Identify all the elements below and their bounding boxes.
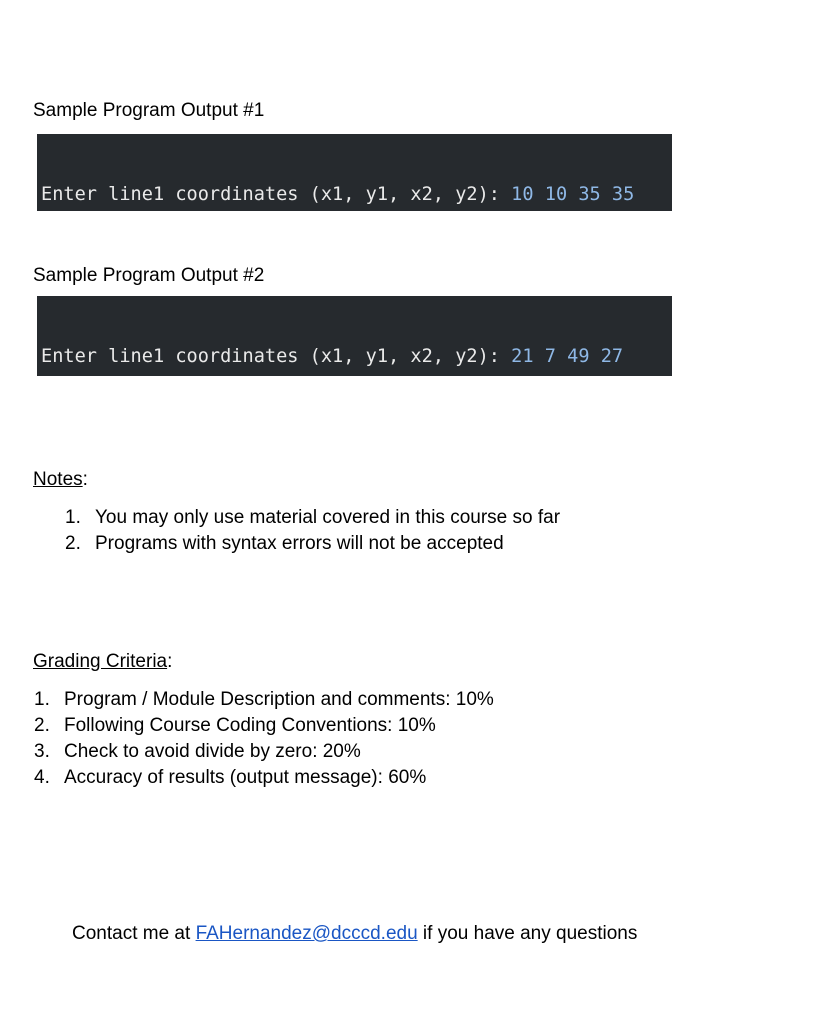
list-item: 2. Following Course Coding Conventions: 10% — [34, 715, 436, 736]
email-link[interactable]: FAHernandez@dcccd.edu — [195, 923, 418, 944]
contact-line: Contact me at FAHernandez@dcccd.edu if you have any questions — [72, 923, 638, 944]
list-item: 1. You may only use material covered in this course so far — [65, 507, 561, 528]
notes-title: Notes: — [33, 469, 88, 490]
sample-1-heading: Sample Program Output #1 — [33, 100, 265, 121]
sample-2-heading: Sample Program Output #2 — [33, 265, 265, 286]
list-item: 3. Check to avoid divide by zero: 20% — [34, 741, 361, 762]
terminal-line: Enter line1 coordinates (x1, y1, x2, y2): 21 7 49 27 — [41, 346, 624, 367]
list-item: 1. Program / Module Description and comments: 10% — [34, 689, 494, 710]
list-item: 2. Programs with syntax errors will not be accepted — [65, 533, 504, 554]
sample-1-terminal — [37, 134, 672, 211]
grading-list — [34, 687, 494, 791]
notes-list — [65, 505, 560, 557]
grading-title: Grading Criteria: — [33, 651, 173, 672]
terminal-line: Enter line1 coordinates (x1, y1, x2, y2): 10 10 35 35 — [41, 184, 635, 205]
list-item: 4. Accuracy of results (output message): 60% — [34, 767, 427, 788]
sample-2-terminal — [37, 296, 672, 376]
